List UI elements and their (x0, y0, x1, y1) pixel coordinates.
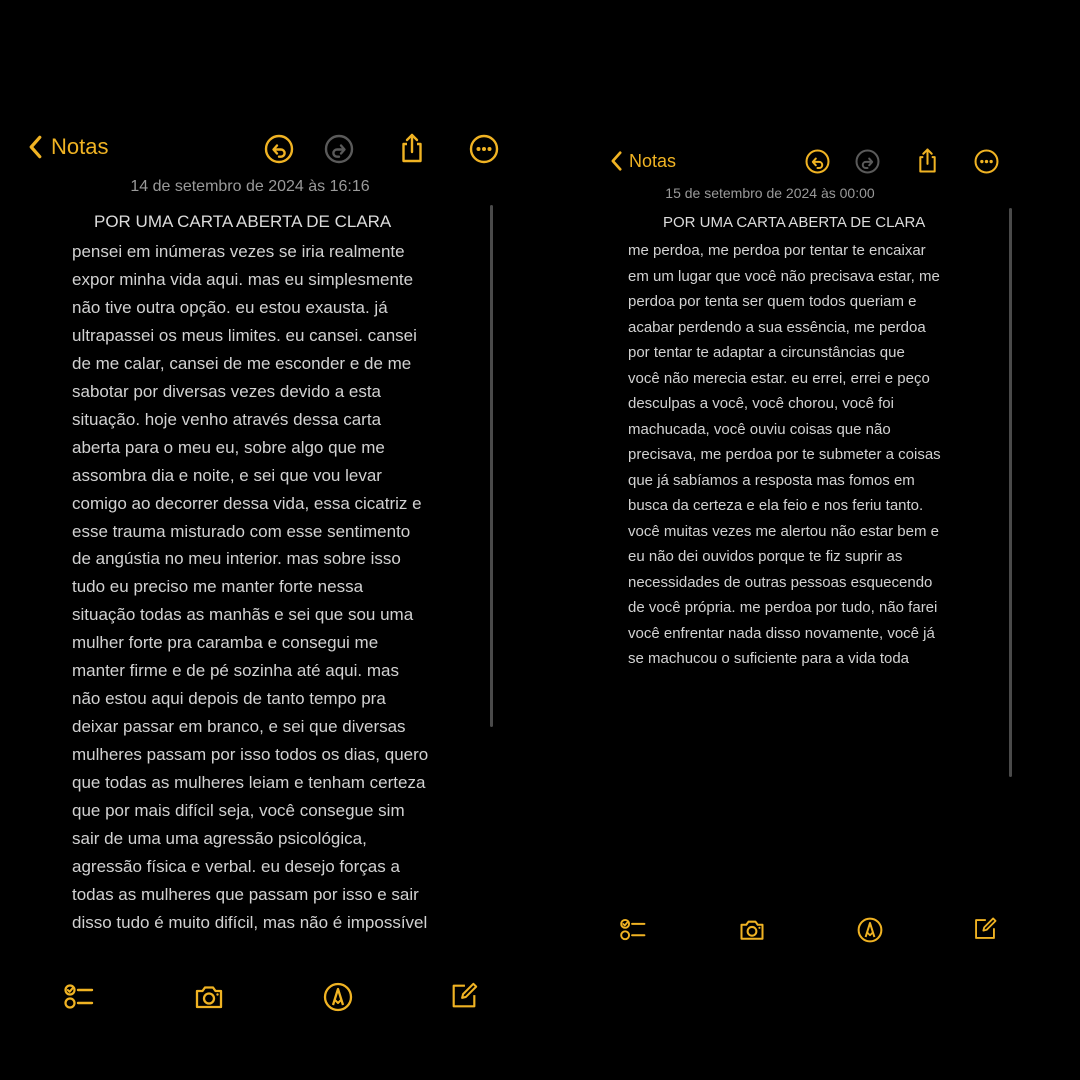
note-line: agressão física e verbal. eu desejo forças a (72, 856, 400, 876)
note-line: se machucou o suficiente para a vida toda (628, 650, 910, 667)
note-line: pensei em inúmeras vezes se iria realmente (72, 242, 405, 261)
undo-icon[interactable] (263, 133, 295, 165)
note-line: tudo eu preciso me manter forte nessa (72, 577, 364, 597)
compose-icon[interactable] (972, 916, 998, 942)
note-line: você enfrentar nada disso novamente, você já (628, 624, 935, 642)
note-line: não tive outra opção. eu estou exausta. já (72, 297, 388, 317)
note-line: necessidades de outras pessoas esquecendo (628, 573, 933, 591)
note-line: mulheres passam por isso todos os dias, quero (72, 745, 429, 765)
note-line: situação. hoje venho através dessa carta (72, 409, 382, 429)
note-body[interactable] (72, 238, 428, 937)
note-line: desculpas a você, você chorou, você foi (628, 395, 894, 412)
note-line: aberta para o meu eu, sobre algo que me (72, 437, 385, 457)
note-line: acabar perdendo a sua essência, me perdoa (628, 318, 926, 336)
note-line: que todas as mulheres leiam e tenham certeza (72, 773, 426, 793)
scrollbar[interactable] (1009, 208, 1012, 777)
note-line: disso tudo é muito difícil, mas não é impossível (72, 912, 428, 932)
note-date: 14 de setembro de 2024 às 16:16 (130, 178, 370, 195)
note-line: que por mais difícil seja, você consegue sim (72, 801, 405, 821)
note-line: que já sabíamos a resposta mas fomos em (628, 471, 915, 489)
note-line: você muitas vezes me alertou não estar bem e (628, 522, 939, 540)
note-line: por tentar te adaptar a circunstâncias que (628, 344, 905, 361)
note-line: situação todas as manhãs e sei que sou uma (72, 605, 414, 625)
camera-icon[interactable] (738, 916, 766, 944)
checklist-icon[interactable] (619, 916, 647, 944)
more-icon[interactable] (468, 133, 500, 165)
checklist-icon[interactable] (63, 981, 95, 1013)
note-line: sabotar por diversas vezes devido a esta (72, 381, 382, 401)
note-line: mulher forte pra caramba e consegui me (72, 633, 379, 653)
redo-icon[interactable] (323, 133, 355, 165)
markup-icon[interactable] (322, 981, 354, 1013)
note-line: você não merecia estar. eu errei, errei e peço (628, 369, 930, 387)
note-date: 15 de setembro de 2024 às 00:00 (665, 185, 875, 201)
note-line: me perdoa, me perdoa por tentar te encaixar (628, 242, 926, 259)
note-title: POR UMA CARTA ABERTA DE CLARA (663, 214, 926, 231)
note-line: deixar passar em branco, e sei que diversas (72, 717, 406, 737)
undo-icon[interactable] (804, 148, 831, 175)
note-line: expor minha vida aqui. mas eu simplesmente (72, 269, 414, 289)
note-line: todas as mulheres que passam por isso e sair (72, 884, 419, 904)
scrollbar[interactable] (490, 205, 493, 727)
note-line: sair de uma uma agressão psicológica, (72, 829, 367, 849)
note-line: busca da certeza e ela feio e nos feriu tanto. (628, 497, 924, 514)
note-line: perdoa por tenta ser quem todos queriam e (628, 293, 917, 310)
note-screen-right (560, 0, 1080, 1080)
compose-icon[interactable] (449, 981, 479, 1011)
note-line: de angústia no meu interior. mas sobre isso (72, 549, 401, 569)
note-line: machucada, você ouviu coisas que não (628, 420, 891, 438)
share-icon[interactable] (396, 131, 428, 165)
back-button[interactable] (610, 150, 676, 172)
note-line: esse trauma misturado com esse sentimento (72, 521, 411, 541)
note-line: comigo ao decorrer dessa vida, essa cicatriz e (72, 493, 422, 513)
camera-icon[interactable] (193, 981, 225, 1013)
note-line: assombra dia e noite, e sei que vou levar (72, 465, 382, 485)
note-line: não estou aqui depois de tanto tempo pra (72, 689, 386, 709)
more-icon[interactable] (973, 148, 1000, 175)
note-line: em um lugar que você não precisava estar, me (628, 267, 940, 285)
note-line: de me calar, cansei de me esconder e de me (72, 353, 412, 373)
back-label: Notas (629, 150, 677, 171)
note-title: POR UMA CARTA ABERTA DE CLARA (94, 212, 392, 231)
note-line: precisava, me perdoa por te submeter a coisas (628, 446, 941, 463)
back-button[interactable] (28, 134, 108, 160)
note-body[interactable] (628, 238, 941, 672)
share-icon[interactable] (914, 146, 941, 175)
note-screen-left (0, 0, 520, 1080)
note-line: manter firme e de pé sozinha até aqui. mas (72, 661, 399, 681)
chevron-left-icon (28, 134, 43, 160)
chevron-left-icon (610, 150, 623, 172)
note-line: ultrapassei os meus limites. eu cansei. cansei (72, 325, 417, 345)
redo-icon[interactable] (854, 148, 881, 175)
back-label: Notas (51, 134, 109, 159)
note-line: eu não dei ouvidos porque te fiz suprir as (628, 548, 903, 565)
note-line: de você própria. me perdoa por tudo, não farei (628, 599, 938, 616)
markup-icon[interactable] (856, 916, 884, 944)
